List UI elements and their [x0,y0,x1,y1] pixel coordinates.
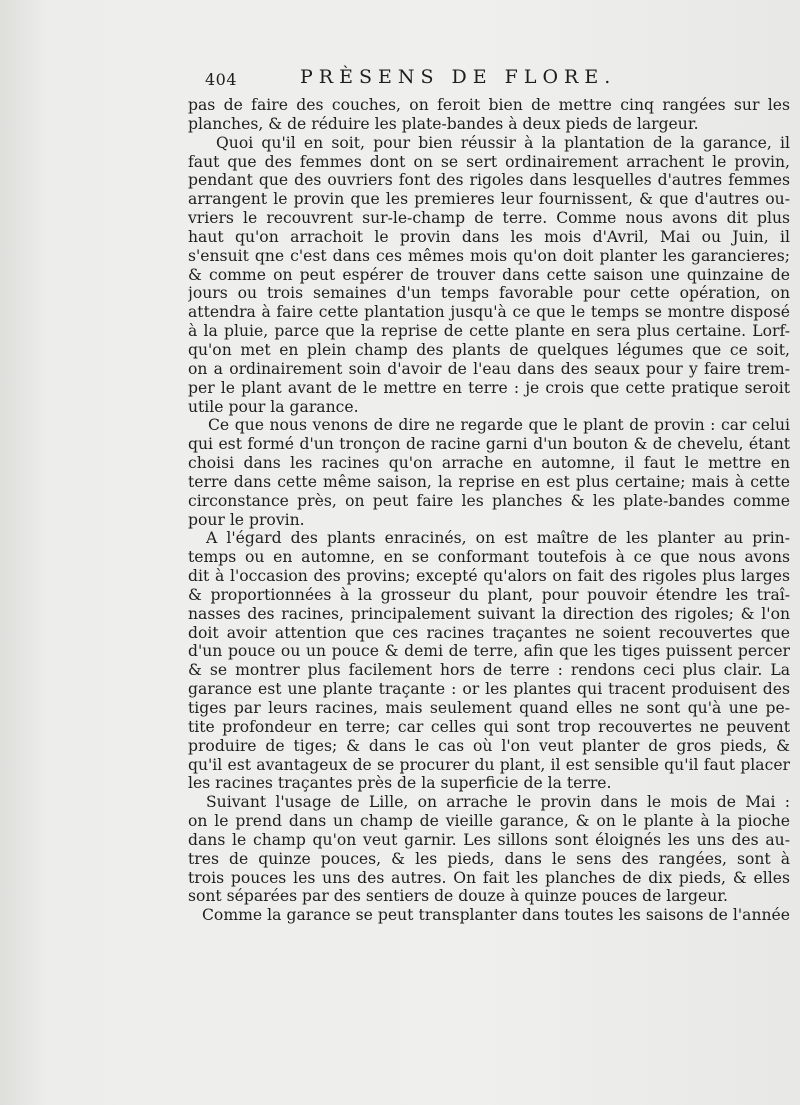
text-line: pas de faire des couches, on feroit bien de mettre cinq rangées sur les [188,96,790,114]
text-line: sont séparées par des sentiers de douze à quinze pouces de largeur. [188,887,728,906]
text-line: produire de tiges; & dans le cas où l'on veut planter de gros pieds, & [188,736,790,755]
text-line: s'ensuit qne c'est dans ces mêmes mois qu'on doit planter les garancieres; [188,246,790,265]
text-line: qu'il est avantageux de se procurer du plant, il est sensible qu'il faut placer [188,755,790,774]
text-line: garance est une plante traçante : or les plantes qui tracent produisent des [188,680,790,699]
text-line: tres de quinze pouces, & les pieds, dans le sens des rangées, sont à [188,849,790,868]
text-line: utile pour la garance. [188,397,359,416]
text-line: trois pouces les uns des autres. On fait les planches de dix pieds, & elles [188,868,790,887]
text-line: pour le provin. [188,510,305,529]
text-line: temps ou en automne, en se conformant toutefois à ce que nous avons [188,548,790,567]
text-line: A l'égard des plants enracinés, on est maître de les planter au prin- [206,529,790,548]
text-line: haut qu'on arrachoit le provin dans les mois d'Avril, Mai ou Juin, il [188,227,790,246]
text-line: tite profondeur en terre; car celles qui sont trop recouvertes ne peuvent [188,717,790,736]
text-line: jours ou trois semaines d'un temps favorable pour cette opération, on [188,284,790,303]
text-line: d'un pouce ou un pouce & demi de terre, afin que les tiges puissent percer [188,642,790,661]
text-line: on a ordinairement soin d'avoir de l'eau dans des seaux pour y faire trem- [188,359,790,378]
text-line: Ce que nous venons de dire ne regarde que le plant de provin : car celui [208,416,790,435]
running-title: PRÈSENS DE FLORE. [300,66,617,88]
text-line: qui est formé d'un tronçon de racine garni d'un bouton & de chevelu, étant [188,435,790,454]
body-text [188,96,790,925]
text-line: qu'on met en plein champ des plants de quelques légumes que ce soit, [188,340,790,359]
text-line: à la pluie, parce que la reprise de cette plante en sera plus certaine. Lorf- [188,322,790,341]
text-line: on le prend dans un champ de vieille garance, & on le plante à la pioche [188,812,790,831]
text-line: choisi dans les racines qu'on arrache en automne, il faut le mettre en [188,454,790,473]
text-line: attendra à faire cette plantation jusqu'à ce que le temps se montre disposé [188,303,790,322]
text-line: per le plant avant de le mettre en terre : je crois que cette pratique seroit [188,378,790,397]
text-line: dans le champ qu'on veut garnir. Les sillons sont éloignés les uns des au- [188,830,790,849]
text-line: Quoi qu'il en soit, pour bien réussir à la plantation de la garance, il [216,133,790,152]
text-line: doit avoir attention que ces racines traçantes ne soient recouvertes que [188,623,790,642]
text-line: terre dans cette même saison, la reprise en est plus certaine; mais à cette [188,472,790,491]
text-line: circonstance près, on peut faire les planches & les plate-bandes comme [188,491,790,510]
text-line: & se montrer plus facilement hors de terre : rendons ceci plus clair. La [188,661,790,680]
text-line: Comme la garance se peut transplanter dans toutes les saisons de l'année [202,906,790,925]
text-line: arrangent le provin que les premieres leur fournissent, & que d'autres ou- [188,190,790,209]
text-line: les racines traçantes près de la superficie de la terre. [188,774,612,793]
text-line: Suivant l'usage de Lille, on arrache le provin dans le mois de Mai : [206,793,790,812]
text-line: pendant que des ouvriers font des rigoles dans lesquelles d'autres femmes [188,171,790,190]
text-line: faut que des femmes dont on se sert ordinairement arrachent le provin, [188,152,790,171]
text-line: nasses des racines, principalement suivant la direction des rigoles; & l'on [188,604,790,623]
page-number: 404 [205,70,238,89]
text-line: & proportionnées à la grosseur du plant, pour pouvoir étendre les traî- [188,585,790,604]
text-line: tiges par leurs racines, mais seulement quand elles ne sont qu'à une pe- [188,699,790,717]
text-line: & comme on peut espérer de trouver dans cette saison une quinzaine de [188,265,790,284]
text-line: planches, & de réduire les plate-bandes à deux pieds de largeur. [188,114,699,133]
text-line: dit à l'occasion des provins; excepté qu'alors on fait des rigoles plus larges [188,567,790,586]
text-line: vriers le recouvrent sur-le-champ de terre. Comme nous avons dit plus [188,209,790,228]
